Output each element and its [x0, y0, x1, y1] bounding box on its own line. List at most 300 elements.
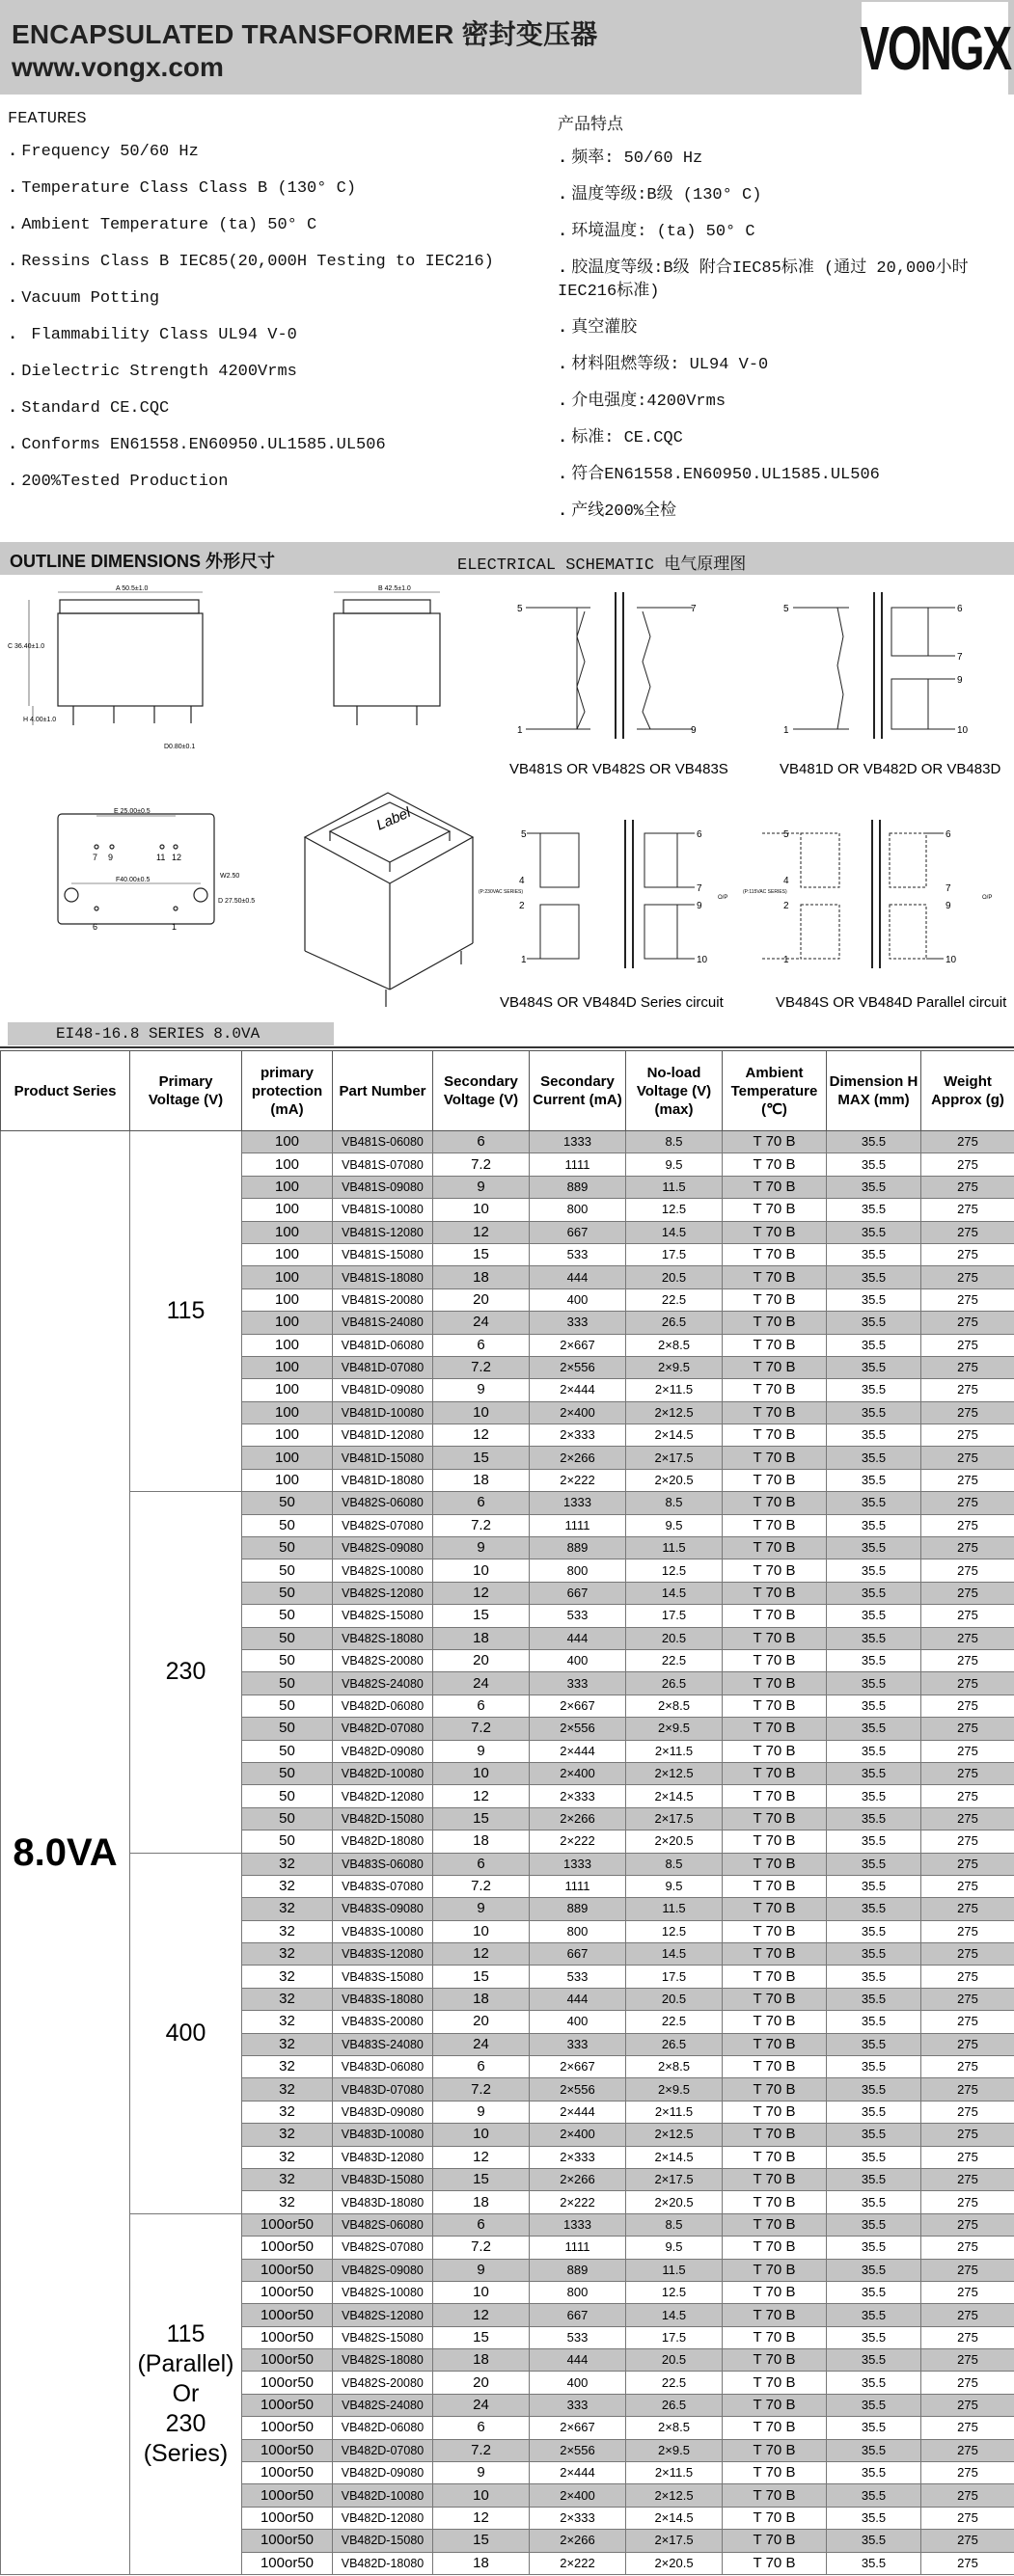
secondary-current-cell: 2×333 [530, 1785, 626, 1807]
noload-voltage-cell: 9.5 [626, 1514, 723, 1536]
part-number-cell: VB483D-18080 [333, 2191, 433, 2213]
secondary-voltage-cell: 24 [433, 1312, 530, 1334]
bottom-view-drawing [58, 814, 214, 924]
weight-cell: 275 [921, 1492, 1014, 1514]
feature-item [558, 179, 761, 204]
feature-item [8, 143, 199, 161]
noload-voltage-cell: 22.5 [626, 2372, 723, 2394]
part-number-cell: VB483S-18080 [333, 1988, 433, 2010]
noload-voltage-cell: 2×9.5 [626, 2439, 723, 2461]
weight-cell: 275 [921, 1875, 1014, 1897]
protection-cell: 100or50 [242, 2394, 333, 2416]
primary-voltage-line: 230 [165, 2409, 206, 2437]
noload-voltage-cell: 11.5 [626, 1176, 723, 1198]
protection-cell: 50 [242, 1649, 333, 1671]
pin-label: 2 [519, 901, 525, 911]
protection-cell: 50 [242, 1492, 333, 1514]
col-secondary-current: Secondary Current (mA) [530, 1051, 626, 1131]
secondary-current-cell: 2×667 [530, 2417, 626, 2439]
temperature-cell: T 70 B [723, 2484, 827, 2507]
pin-label: 9 [108, 853, 114, 862]
part-number-cell: VB482S-20080 [333, 1649, 433, 1671]
primary-voltage-line: (Series) [143, 2439, 229, 2467]
part-number-cell: VB482S-07080 [333, 1514, 433, 1536]
feature-item [8, 216, 316, 234]
temperature-cell: T 70 B [723, 1762, 827, 1784]
secondary-voltage-cell: 18 [433, 2349, 530, 2372]
secondary-current-cell: 2×266 [530, 2168, 626, 2190]
weight-cell: 275 [921, 2530, 1014, 2552]
temperature-cell: T 70 B [723, 1649, 827, 1671]
temperature-cell: T 70 B [723, 2056, 827, 2078]
secondary-voltage-cell: 12 [433, 2304, 530, 2326]
noload-voltage-cell: 2×17.5 [626, 1447, 723, 1469]
electrical-schematic-heading: ELECTRICAL SCHEMATIC 电气原理图 [457, 556, 747, 575]
part-number-cell: VB482S-06080 [333, 2213, 433, 2236]
protection-cell: 100or50 [242, 2213, 333, 2236]
page-header [0, 0, 1014, 95]
temperature-cell: T 70 B [723, 1312, 827, 1334]
protection-cell: 100 [242, 1153, 333, 1176]
dimension-cell: 35.5 [827, 1853, 921, 1875]
pin-label: 7 [93, 853, 98, 862]
temperature-cell: T 70 B [723, 1537, 827, 1559]
protection-cell: 100or50 [242, 2304, 333, 2326]
noload-voltage-cell: 14.5 [626, 2304, 723, 2326]
dimension-cell: 35.5 [827, 1424, 921, 1447]
temperature-cell: T 70 B [723, 2011, 827, 2033]
secondary-current-cell: 2×266 [530, 1807, 626, 1830]
temperature-cell: T 70 B [723, 2259, 827, 2281]
feature-item [8, 399, 169, 418]
bullet-icon: . [558, 319, 568, 338]
protection-cell: 32 [242, 1875, 333, 1897]
noload-voltage-cell: 17.5 [626, 1243, 723, 1265]
secondary-current-cell: 2×222 [530, 2552, 626, 2574]
protection-cell: 100 [242, 1334, 333, 1356]
bullet-icon: . [8, 399, 18, 418]
temperature-cell: T 70 B [723, 1379, 827, 1401]
weight-cell: 275 [921, 1334, 1014, 1356]
dimension-cell: 35.5 [827, 2146, 921, 2168]
protection-cell: 32 [242, 2146, 333, 2168]
secondary-voltage-cell: 6 [433, 1492, 530, 1514]
dimension-cell: 35.5 [827, 1221, 921, 1243]
feature-text: 真空灌胶 [571, 319, 638, 338]
secondary-current-cell: 1111 [530, 1514, 626, 1536]
secondary-voltage-cell: 15 [433, 2168, 530, 2190]
dimension-cell: 35.5 [827, 2484, 921, 2507]
secondary-current-cell: 667 [530, 1943, 626, 1966]
col-product-series: Product Series [1, 1051, 130, 1131]
noload-voltage-cell: 20.5 [626, 1988, 723, 2010]
part-number-cell: VB483S-24080 [333, 2033, 433, 2055]
protection-cell: 100 [242, 1356, 333, 1378]
temperature-cell: T 70 B [723, 2033, 827, 2055]
pin-label: 10 [697, 955, 708, 965]
dimension-cell: 35.5 [827, 2124, 921, 2146]
bullet-icon: . [8, 326, 18, 344]
weight-cell: 275 [921, 1537, 1014, 1559]
pin-label: 6 [93, 922, 98, 932]
secondary-voltage-cell: 12 [433, 2146, 530, 2168]
weight-cell: 275 [921, 1762, 1014, 1784]
dimension-cell: 35.5 [827, 1176, 921, 1198]
pin-label: 5 [517, 604, 523, 614]
part-number-cell: VB483S-07080 [333, 1875, 433, 1897]
secondary-voltage-cell: 20 [433, 2011, 530, 2033]
weight-cell: 275 [921, 1379, 1014, 1401]
secondary-current-cell: 1111 [530, 1875, 626, 1897]
part-number-cell: VB482D-07080 [333, 1718, 433, 1740]
feature-item [8, 253, 494, 271]
protection-cell: 50 [242, 1559, 333, 1582]
part-number-cell: VB482D-07080 [333, 2439, 433, 2461]
protection-cell: 100or50 [242, 2530, 333, 2552]
noload-voltage-cell: 2×11.5 [626, 2462, 723, 2484]
dimension-cell: 35.5 [827, 1785, 921, 1807]
weight-cell: 275 [921, 2372, 1014, 2394]
secondary-current-cell: 1111 [530, 2237, 626, 2259]
schematic-series [527, 820, 695, 968]
protection-cell: 100or50 [242, 2507, 333, 2529]
part-number-cell: VB483D-10080 [333, 2124, 433, 2146]
secondary-voltage-cell: 7.2 [433, 2439, 530, 2461]
part-number-cell: VB481S-12080 [333, 1221, 433, 1243]
col-dimension: Dimension H MAX (mm) [827, 1051, 921, 1131]
part-number-cell: VB482S-06080 [333, 1492, 433, 1514]
feature-text: 介电强度:4200Vrms [571, 393, 726, 411]
protection-cell: 100 [242, 1469, 333, 1491]
secondary-voltage-cell: 9 [433, 2259, 530, 2281]
primary-voltage-line: 400 [165, 2019, 206, 2047]
weight-cell: 275 [921, 2078, 1014, 2101]
series-label-bar [8, 1022, 334, 1045]
dimension-cell: 35.5 [827, 2552, 921, 2574]
bullet-icon: . [558, 466, 568, 484]
secondary-current-cell: 533 [530, 1605, 626, 1627]
dimension-cell: 35.5 [827, 1537, 921, 1559]
dimension-cell: 35.5 [827, 1649, 921, 1671]
dimension-cell: 35.5 [827, 1334, 921, 1356]
feature-item [558, 422, 683, 447]
temperature-cell: T 70 B [723, 1627, 827, 1649]
temperature-cell: T 70 B [723, 2552, 827, 2574]
protection-cell: 32 [242, 2191, 333, 2213]
secondary-voltage-cell: 7.2 [433, 1875, 530, 1897]
primary-voltage-cell [130, 1131, 242, 1492]
col-primary-protection: primary protection (mA) [242, 1051, 333, 1131]
temperature-cell: T 70 B [723, 2530, 827, 2552]
protection-cell: 50 [242, 1672, 333, 1695]
secondary-current-cell: 667 [530, 1582, 626, 1604]
secondary-current-cell: 800 [530, 2281, 626, 2303]
dimension-cell: 35.5 [827, 1559, 921, 1582]
noload-voltage-cell: 2×20.5 [626, 2552, 723, 2574]
weight-cell: 275 [921, 1807, 1014, 1830]
secondary-voltage-cell: 18 [433, 1988, 530, 2010]
protection-cell: 100 [242, 1266, 333, 1288]
pin-label: 9 [945, 901, 951, 911]
secondary-current-cell: 2×400 [530, 2484, 626, 2507]
protection-cell: 50 [242, 1605, 333, 1627]
primary-voltage-line: 115 [166, 2319, 206, 2347]
schematic-single [526, 592, 693, 739]
secondary-current-cell: 1333 [530, 1131, 626, 1153]
secondary-current-cell: 2×400 [530, 1762, 626, 1784]
secondary-voltage-cell: 10 [433, 1199, 530, 1221]
col-primary-voltage: Primary Voltage (V) [130, 1051, 242, 1131]
protection-cell: 50 [242, 1582, 333, 1604]
weight-cell: 275 [921, 1649, 1014, 1671]
noload-voltage-cell: 2×20.5 [626, 1469, 723, 1491]
protection-cell: 50 [242, 1695, 333, 1717]
weight-cell: 275 [921, 2507, 1014, 2529]
temperature-cell: T 70 B [723, 1176, 827, 1198]
secondary-voltage-cell: 10 [433, 1920, 530, 1942]
secondary-voltage-cell: 18 [433, 2191, 530, 2213]
secondary-voltage-cell: 6 [433, 1131, 530, 1153]
dimension-cell: 35.5 [827, 2417, 921, 2439]
protection-cell: 100or50 [242, 2349, 333, 2372]
secondary-voltage-cell: 12 [433, 1582, 530, 1604]
part-number-cell: VB481D-07080 [333, 1356, 433, 1378]
secondary-current-cell: 2×556 [530, 1356, 626, 1378]
table-row [1, 1131, 1014, 1153]
secondary-voltage-cell: 9 [433, 2462, 530, 2484]
secondary-current-cell: 533 [530, 1243, 626, 1265]
feature-text: Conforms EN61558.EN60950.UL1585.UL506 [21, 436, 386, 454]
secondary-current-cell: 800 [530, 1199, 626, 1221]
temperature-cell: T 70 B [723, 2417, 827, 2439]
parallel-note: (P:115VAC SERIES) [743, 889, 787, 895]
weight-cell: 275 [921, 1243, 1014, 1265]
part-number-cell: VB482D-15080 [333, 1807, 433, 1830]
weight-cell: 275 [921, 1988, 1014, 2010]
weight-cell: 275 [921, 2168, 1014, 2190]
temperature-cell: T 70 B [723, 1920, 827, 1942]
pin-label: 5 [783, 829, 789, 840]
weight-cell: 275 [921, 1966, 1014, 1988]
weight-cell: 275 [921, 1356, 1014, 1378]
part-number-cell: VB481S-10080 [333, 1199, 433, 1221]
product-series-cell: 8.0VA [1, 1131, 130, 2575]
noload-voltage-cell: 26.5 [626, 1312, 723, 1334]
dimension-cell: 35.5 [827, 1875, 921, 1897]
part-number-cell: VB481D-06080 [333, 1334, 433, 1356]
secondary-current-cell: 1333 [530, 1853, 626, 1875]
secondary-current-cell: 533 [530, 1966, 626, 1988]
bullet-icon: . [8, 143, 18, 161]
protection-cell: 100 [242, 1243, 333, 1265]
secondary-current-cell: 2×333 [530, 1424, 626, 1447]
feature-item [8, 326, 297, 344]
part-number-cell: VB481S-20080 [333, 1288, 433, 1311]
weight-cell: 275 [921, 2417, 1014, 2439]
part-number-cell: VB482D-10080 [333, 2484, 433, 2507]
secondary-current-cell: 2×333 [530, 2146, 626, 2168]
noload-voltage-cell: 20.5 [626, 1627, 723, 1649]
part-number-cell: VB482S-18080 [333, 2349, 433, 2372]
temperature-cell: T 70 B [723, 1131, 827, 1153]
noload-voltage-cell: 2×8.5 [626, 2417, 723, 2439]
part-number-cell: VB481S-07080 [333, 1153, 433, 1176]
dimension-cell: 35.5 [827, 1266, 921, 1288]
feature-item [8, 179, 356, 198]
dimension-cell: 35.5 [827, 2394, 921, 2416]
dimension-cell: 35.5 [827, 2462, 921, 2484]
weight-cell: 275 [921, 2484, 1014, 2507]
secondary-current-cell: 800 [530, 1920, 626, 1942]
noload-voltage-cell: 8.5 [626, 2213, 723, 2236]
weight-cell: 275 [921, 1176, 1014, 1198]
noload-voltage-cell: 11.5 [626, 2259, 723, 2281]
secondary-voltage-cell: 10 [433, 1559, 530, 1582]
part-number-cell: VB482S-15080 [333, 2326, 433, 2348]
dim-e-label: E 25.00±0.5 [114, 808, 151, 815]
part-number-cell: VB483S-10080 [333, 1920, 433, 1942]
noload-voltage-cell: 9.5 [626, 1875, 723, 1897]
temperature-cell: T 70 B [723, 2168, 827, 2190]
side-view-drawing [334, 592, 440, 725]
secondary-voltage-cell: 20 [433, 2372, 530, 2394]
dim-a-label: A 50.5±1.0 [116, 585, 149, 592]
bullet-icon: . [558, 223, 568, 241]
dimension-cell: 35.5 [827, 1401, 921, 1424]
weight-cell: 275 [921, 1131, 1014, 1153]
noload-voltage-cell: 8.5 [626, 1853, 723, 1875]
secondary-current-cell: 533 [530, 2326, 626, 2348]
part-number-cell: VB483D-07080 [333, 2078, 433, 2101]
secondary-current-cell: 889 [530, 1537, 626, 1559]
feature-text: 环境温度: (ta) 50° C [571, 223, 755, 241]
temperature-cell: T 70 B [723, 1966, 827, 1988]
feature-text: 符合EN61558.EN60950.UL1585.UL506 [571, 466, 880, 484]
secondary-voltage-cell: 7.2 [433, 1356, 530, 1378]
secondary-current-cell: 2×222 [530, 1469, 626, 1491]
temperature-cell: T 70 B [723, 1514, 827, 1536]
part-number-cell: VB483S-20080 [333, 2011, 433, 2033]
noload-voltage-cell: 20.5 [626, 2349, 723, 2372]
primary-voltage-line: (Parallel) [137, 2349, 234, 2377]
table-row [1, 2213, 1014, 2236]
part-number-cell: VB482D-10080 [333, 1762, 433, 1784]
dimension-cell: 35.5 [827, 1943, 921, 1966]
weight-cell: 275 [921, 1514, 1014, 1536]
pin-label: 1 [521, 955, 527, 965]
bullet-icon: . [558, 502, 568, 521]
part-number-cell: VB481S-15080 [333, 1243, 433, 1265]
pin-label: 1 [783, 955, 789, 965]
series-note: (P:230VAC SERIES) [479, 889, 524, 895]
secondary-voltage-cell: 6 [433, 1334, 530, 1356]
label-text: Label [373, 804, 414, 834]
secondary-voltage-cell: 15 [433, 1966, 530, 1988]
secondary-current-cell: 2×333 [530, 2507, 626, 2529]
drawings-area [0, 579, 1014, 1022]
dimension-cell: 35.5 [827, 1740, 921, 1762]
feature-text: IEC216标准) [558, 283, 660, 301]
temperature-cell: T 70 B [723, 1898, 827, 1920]
bullet-icon: . [8, 436, 18, 454]
page-title: ENCAPSULATED TRANSFORMER 密封变压器 [12, 19, 598, 49]
protection-cell: 50 [242, 1830, 333, 1853]
weight-cell: 275 [921, 2349, 1014, 2372]
feature-item [558, 253, 969, 278]
weight-cell: 275 [921, 1266, 1014, 1288]
noload-voltage-cell: 26.5 [626, 2394, 723, 2416]
pin-label: 1 [783, 725, 789, 736]
noload-voltage-cell: 22.5 [626, 1649, 723, 1671]
weight-cell: 275 [921, 2439, 1014, 2461]
pin-label: 5 [521, 829, 527, 840]
noload-voltage-cell: 2×17.5 [626, 2530, 723, 2552]
technical-drawings [0, 579, 1014, 1022]
output-label: O/P [718, 895, 728, 901]
dimension-cell: 35.5 [827, 2259, 921, 2281]
secondary-voltage-cell: 9 [433, 2101, 530, 2123]
feature-text: 标准: CE.CQC [571, 429, 683, 447]
feature-text: 频率: 50/60 Hz [571, 149, 703, 168]
schematic-parallel [762, 833, 926, 959]
part-number-cell: VB483S-09080 [333, 1898, 433, 1920]
feature-text: Ambient Temperature (ta) 50° C [21, 216, 317, 234]
dimension-cell: 35.5 [827, 2304, 921, 2326]
secondary-current-cell: 333 [530, 2394, 626, 2416]
schematic-caption: VB484S OR VB484D Series circuit [500, 994, 724, 1011]
secondary-current-cell: 2×444 [530, 2462, 626, 2484]
secondary-current-cell: 1111 [530, 1153, 626, 1176]
pin-label: 7 [957, 652, 963, 663]
logo-text: VONGX [860, 14, 1010, 83]
feature-text: Standard CE.CQC [21, 399, 170, 418]
secondary-voltage-cell: 15 [433, 1243, 530, 1265]
noload-voltage-cell: 2×9.5 [626, 2078, 723, 2101]
temperature-cell: T 70 B [723, 1943, 827, 1966]
primary-voltage-cell [130, 1492, 242, 1853]
secondary-current-cell: 1333 [530, 1492, 626, 1514]
part-number-cell: VB481D-09080 [333, 1379, 433, 1401]
feature-text: 产线200%全检 [571, 502, 677, 521]
col-secondary-voltage: Secondary Voltage (V) [433, 1051, 530, 1131]
temperature-cell: T 70 B [723, 1153, 827, 1176]
dimension-cell: 35.5 [827, 1199, 921, 1221]
noload-voltage-cell: 12.5 [626, 1920, 723, 1942]
feature-text: Flammability Class UL94 V-0 [21, 326, 297, 344]
protection-cell: 50 [242, 1718, 333, 1740]
protection-cell: 32 [242, 2101, 333, 2123]
pin-label: 1 [517, 725, 523, 736]
website-link[interactable]: www.vongx.com [12, 52, 224, 82]
protection-cell: 100 [242, 1199, 333, 1221]
noload-voltage-cell: 2×12.5 [626, 1762, 723, 1784]
protection-cell: 100or50 [242, 2484, 333, 2507]
secondary-voltage-cell: 15 [433, 2530, 530, 2552]
temperature-cell: T 70 B [723, 1401, 827, 1424]
pin-label: 6 [697, 829, 702, 840]
secondary-current-cell: 444 [530, 2349, 626, 2372]
protection-cell: 32 [242, 1988, 333, 2010]
secondary-voltage-cell: 7.2 [433, 2237, 530, 2259]
secondary-current-cell: 2×222 [530, 2191, 626, 2213]
secondary-voltage-cell: 9 [433, 1740, 530, 1762]
part-number-cell: VB482D-09080 [333, 1740, 433, 1762]
temperature-cell: T 70 B [723, 1853, 827, 1875]
protection-cell: 100 [242, 1424, 333, 1447]
secondary-current-cell: 2×400 [530, 1401, 626, 1424]
secondary-current-cell: 2×444 [530, 1740, 626, 1762]
dimension-cell: 35.5 [827, 2078, 921, 2101]
